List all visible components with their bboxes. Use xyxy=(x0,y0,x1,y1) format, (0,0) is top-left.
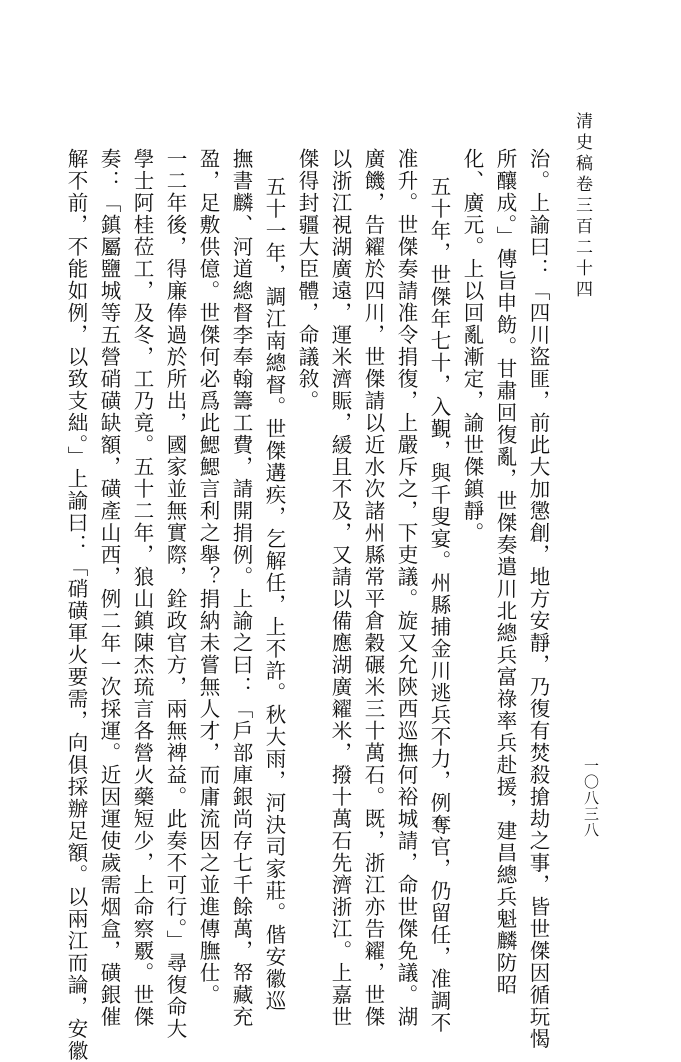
text-line: 盈，足敷供億。世傑何必爲此鰓鰓言利之舉？捐納未嘗無人才，而庸流因之並進傳膴仕。 xyxy=(196,148,220,1006)
text-line: 以浙江視湖廣遠，運米濟賑，緩且不及，又請以備應湖廣糴米，撥十萬石先濟浙江。上嘉世 xyxy=(328,148,352,1028)
text-line: 化、廣元。上以回亂漸定，諭世傑鎮靜。 xyxy=(460,148,484,544)
text-line: 所釀成。」傳旨申飭。甘肅回復亂，世傑奏遣川北總兵富祿率兵赴援，建昌總兵魁麟防昭 xyxy=(493,148,517,996)
text-line: 一二年後，得廉俸過於所出，國家並無實際，銓政官方，兩無裨益。此奏不可行。」尋復命大 xyxy=(163,148,187,1040)
text-line: 解不前，不能如例，以致支絀。」上諭曰：「硝磺軍火要需，向俱採辦足額。以兩江而論，安徽 xyxy=(64,148,88,1062)
body-text xyxy=(64,148,554,1062)
paragraph-start-line: 五十一年，調江南總督。世傑遘疾，乞解任，上不許。秋大雨，河決司家莊。偕安徽巡 xyxy=(262,176,286,1012)
text-line: 准升。世傑奏請准令捐復，上嚴斥之，下吏議。旋又允陝西巡撫何裕城請，命世傑免議。湖 xyxy=(394,148,418,1028)
text-line: 學士阿桂莅工，及冬，工乃竟。五十二年，狼山鎮陳杰琉言各營火藥短少，上命察覈。世傑 xyxy=(130,148,154,1028)
paragraph-start-line: 五十年，世傑年七十，入覲，與千叟宴。州縣捕金川逃兵不力，例奪官，仍留任，准調不 xyxy=(427,176,451,1034)
text-line: 治。上諭曰：「四川盜匪，前此大加懲創，地方安靜，乃復有焚殺搶劫之事，皆世傑因循玩愒 xyxy=(526,148,550,1050)
text-line: 撫書麟、河道總督李奉翰籌工費，請開捐例。上諭之曰：「戶部庫銀尚存七千餘萬，帑藏充 xyxy=(229,148,253,1028)
running-title: 清史稿卷三百二十四 xyxy=(572,112,592,301)
text-line: 傑得封疆大臣體，命議敘。 xyxy=(295,148,319,412)
text-line: 廣饑，告糴於四川，世傑請以近水次諸州縣常平倉穀碾米三十萬石。既，浙江亦告糴，世傑 xyxy=(361,148,385,1028)
text-line: 奏：「鎮屬鹽城等五營硝磺缺額，磺產山西，例二年一次採運。近因運使歲需烟盒，磺銀催 xyxy=(97,148,121,1028)
page-number: 一〇八三八 xyxy=(582,758,600,838)
